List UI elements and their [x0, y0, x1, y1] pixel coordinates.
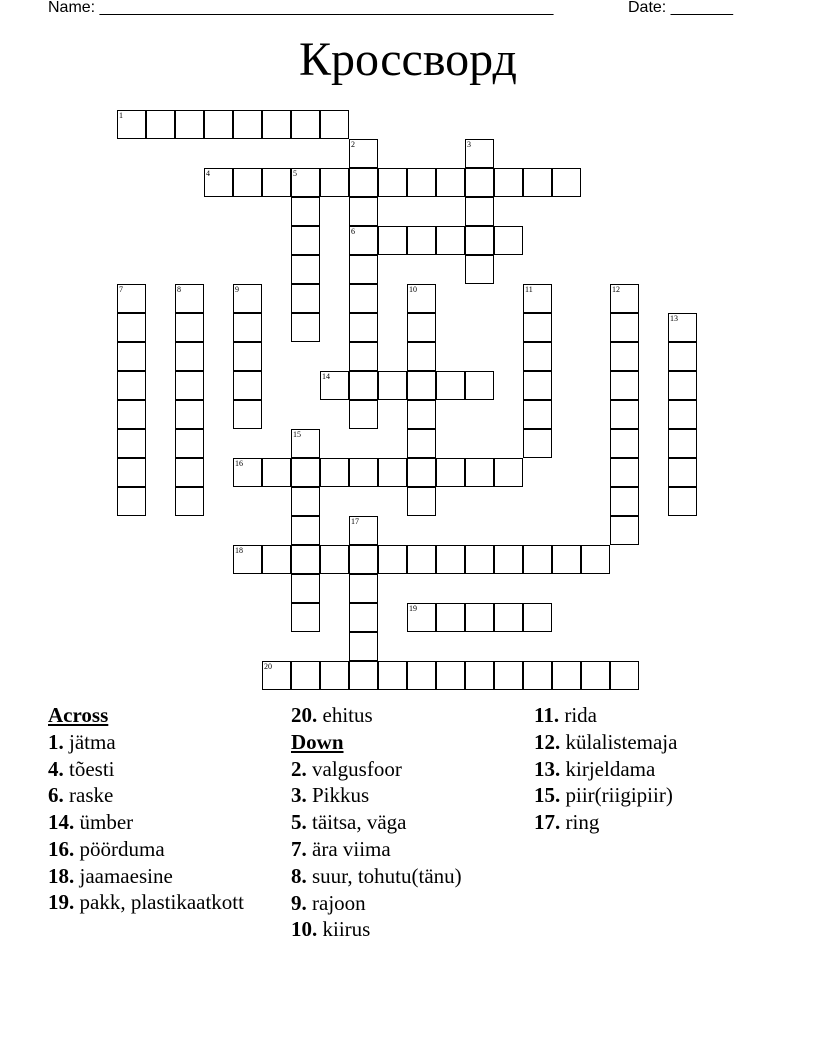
grid-cell[interactable] [349, 458, 378, 487]
grid-cell[interactable] [117, 458, 146, 487]
grid-cell[interactable] [233, 371, 262, 400]
grid-cell[interactable] [610, 313, 639, 342]
grid-cell[interactable] [291, 545, 320, 574]
grid-cell[interactable] [349, 226, 378, 255]
grid-cell[interactable] [291, 574, 320, 603]
grid-cell[interactable] [552, 545, 581, 574]
grid-cell[interactable] [117, 342, 146, 371]
grid-cell[interactable] [436, 168, 465, 197]
clue-down-17: 17. ring [534, 810, 600, 835]
grid-cell[interactable] [291, 168, 320, 197]
grid-cell[interactable] [523, 168, 552, 197]
grid-cell[interactable] [175, 110, 204, 139]
grid-cell[interactable] [581, 545, 610, 574]
cell-number: 8 [177, 285, 181, 294]
cell-number: 19 [409, 604, 417, 613]
grid-cell[interactable] [349, 603, 378, 632]
grid-cell[interactable] [465, 255, 494, 284]
grid-cell[interactable] [436, 226, 465, 255]
grid-cell[interactable] [436, 545, 465, 574]
grid-cell[interactable] [407, 429, 436, 458]
grid-cell[interactable] [117, 371, 146, 400]
grid-cell[interactable] [349, 197, 378, 226]
cell-number: 6 [351, 227, 355, 236]
grid-cell[interactable] [349, 661, 378, 690]
cell-number: 7 [119, 285, 123, 294]
grid-cell[interactable] [465, 197, 494, 226]
grid-cell[interactable] [233, 110, 262, 139]
grid-cell[interactable] [668, 487, 697, 516]
grid-cell[interactable] [233, 313, 262, 342]
grid-cell[interactable] [465, 458, 494, 487]
grid-cell[interactable] [175, 313, 204, 342]
grid-cell[interactable] [436, 603, 465, 632]
grid-cell[interactable] [465, 226, 494, 255]
grid-cell[interactable] [494, 168, 523, 197]
grid-cell[interactable] [117, 487, 146, 516]
grid-cell[interactable] [175, 487, 204, 516]
grid-cell[interactable] [320, 661, 349, 690]
grid-cell[interactable] [291, 255, 320, 284]
grid-cell[interactable] [465, 545, 494, 574]
grid-cell[interactable] [117, 313, 146, 342]
grid-cell[interactable] [291, 197, 320, 226]
cell-number: 16 [235, 459, 243, 468]
grid-cell[interactable] [610, 487, 639, 516]
grid-cell[interactable] [291, 429, 320, 458]
grid-cell[interactable] [291, 313, 320, 342]
grid-cell[interactable] [407, 168, 436, 197]
grid-cell[interactable] [581, 661, 610, 690]
grid-cell[interactable] [262, 545, 291, 574]
cell-number: 14 [322, 372, 330, 381]
grid-cell[interactable] [465, 168, 494, 197]
grid-cell[interactable] [407, 371, 436, 400]
cell-number: 11 [525, 285, 533, 294]
grid-cell[interactable] [668, 400, 697, 429]
grid-cell[interactable] [262, 168, 291, 197]
grid-cell[interactable] [175, 458, 204, 487]
grid-cell[interactable] [175, 284, 204, 313]
grid-cell[interactable] [378, 168, 407, 197]
grid-cell[interactable] [378, 458, 407, 487]
grid-cell[interactable] [610, 458, 639, 487]
clue-down-13: 13. kirjeldama [534, 756, 656, 781]
grid-cell[interactable] [552, 661, 581, 690]
grid-cell[interactable] [407, 226, 436, 255]
clue-across-18: 18. jaamaesine [48, 863, 173, 888]
grid-cell[interactable] [262, 661, 291, 690]
clue-down-9: 9. rajoon [291, 890, 366, 915]
grid-cell[interactable] [523, 342, 552, 371]
cell-number: 18 [235, 546, 243, 555]
grid-cell[interactable] [233, 342, 262, 371]
grid-cell[interactable] [117, 284, 146, 313]
grid-cell[interactable] [407, 487, 436, 516]
grid-cell[interactable] [349, 313, 378, 342]
clue-across-6: 6. raske [48, 783, 114, 808]
grid-cell[interactable] [175, 342, 204, 371]
grid-cell[interactable] [610, 429, 639, 458]
name-field[interactable]: Name: ___________________________________________________ [48, 0, 554, 16]
grid-cell[interactable] [233, 458, 262, 487]
grid-cell[interactable] [668, 429, 697, 458]
cell-number: 12 [612, 285, 620, 294]
grid-cell[interactable] [291, 110, 320, 139]
grid-cell[interactable] [407, 458, 436, 487]
grid-cell[interactable] [320, 110, 349, 139]
cell-number: 1 [119, 111, 123, 120]
grid-cell[interactable] [668, 313, 697, 342]
grid-cell[interactable] [349, 545, 378, 574]
grid-cell[interactable] [175, 429, 204, 458]
grid-cell[interactable] [349, 574, 378, 603]
grid-cell[interactable] [262, 458, 291, 487]
grid-cell[interactable] [320, 458, 349, 487]
grid-cell[interactable] [407, 313, 436, 342]
grid-cell[interactable] [523, 545, 552, 574]
clue-down-2: 2. valgusfoor [291, 756, 402, 781]
grid-cell[interactable] [436, 661, 465, 690]
grid-cell[interactable] [291, 661, 320, 690]
cell-number: 9 [235, 285, 239, 294]
grid-cell[interactable] [320, 168, 349, 197]
grid-cell[interactable] [523, 284, 552, 313]
cell-number: 10 [409, 285, 417, 294]
cell-number: 17 [351, 517, 359, 526]
grid-cell[interactable] [204, 168, 233, 197]
grid-cell[interactable] [523, 661, 552, 690]
grid-cell[interactable] [349, 342, 378, 371]
cell-number: 3 [467, 140, 471, 149]
clue-down-7: 7. ära viima [291, 836, 391, 861]
grid-cell[interactable] [349, 168, 378, 197]
grid-cell[interactable] [175, 371, 204, 400]
grid-cell[interactable] [349, 400, 378, 429]
clue-across-14: 14. ümber [48, 810, 134, 835]
grid-cell[interactable] [523, 371, 552, 400]
down-heading: Down [291, 729, 344, 754]
grid-cell[interactable] [668, 342, 697, 371]
grid-cell[interactable] [378, 226, 407, 255]
across-heading: Across [48, 703, 109, 727]
grid-cell[interactable] [349, 632, 378, 661]
grid-cell[interactable] [668, 458, 697, 487]
cell-number: 4 [206, 169, 210, 178]
cell-number: 5 [293, 169, 297, 178]
grid-cell[interactable] [117, 400, 146, 429]
grid-cell[interactable] [146, 110, 175, 139]
clues-column-2 [291, 702, 526, 943]
grid-cell[interactable] [117, 429, 146, 458]
grid-cell[interactable] [610, 661, 639, 690]
grid-cell[interactable] [349, 516, 378, 545]
grid-cell[interactable] [610, 371, 639, 400]
grid-cell[interactable] [378, 545, 407, 574]
cell-number: 15 [293, 430, 301, 439]
clue-across-4: 4. tõesti [48, 756, 115, 781]
grid-cell[interactable] [291, 226, 320, 255]
clue-down-12: 12. külalistemaja [534, 729, 678, 754]
grid-cell[interactable] [349, 255, 378, 284]
grid-cell[interactable] [610, 516, 639, 545]
grid-cell[interactable] [494, 545, 523, 574]
page-title: Кроссворд [299, 33, 517, 86]
grid-cell[interactable] [610, 400, 639, 429]
grid-cell[interactable] [407, 603, 436, 632]
grid-cell[interactable] [407, 342, 436, 371]
cell-number: 13 [670, 314, 678, 323]
grid-cell[interactable] [407, 661, 436, 690]
clue-down-3: 3. Pikkus [291, 783, 370, 808]
grid-cell[interactable] [262, 110, 291, 139]
grid-cell[interactable] [523, 603, 552, 632]
grid-cell[interactable] [349, 284, 378, 313]
grid-cell[interactable] [320, 545, 349, 574]
cell-number: 2 [351, 140, 355, 149]
grid-cell[interactable] [233, 400, 262, 429]
grid-cell[interactable] [523, 429, 552, 458]
grid-cell[interactable] [378, 371, 407, 400]
clue-down-5: 5. täitsa, väga [291, 810, 407, 835]
grid-cell[interactable] [291, 487, 320, 516]
grid-cell[interactable] [291, 603, 320, 632]
grid-cell[interactable] [465, 371, 494, 400]
grid-cell[interactable] [291, 516, 320, 545]
date-field[interactable]: Date: _______ [628, 0, 733, 16]
clue-down-15: 15. piir(riigipiir) [534, 783, 673, 808]
grid-cell[interactable] [407, 284, 436, 313]
grid-cell[interactable] [494, 226, 523, 255]
grid-cell[interactable] [523, 400, 552, 429]
grid-cell[interactable] [233, 284, 262, 313]
cell-number: 20 [264, 662, 272, 671]
grid-cell[interactable] [465, 139, 494, 168]
grid-cell[interactable] [523, 313, 552, 342]
clue-down-10: 10. kiirus [291, 917, 371, 942]
clue-across-16: 16. pöörduma [48, 836, 165, 861]
grid-cell[interactable] [117, 110, 146, 139]
grid-cell[interactable] [465, 603, 494, 632]
grid-cell[interactable] [175, 400, 204, 429]
grid-cell[interactable] [668, 371, 697, 400]
grid-cell[interactable] [320, 371, 349, 400]
grid-cell[interactable] [436, 371, 465, 400]
grid-cell[interactable] [291, 284, 320, 313]
grid-cell[interactable] [291, 458, 320, 487]
clues-column-3 [534, 702, 774, 836]
clue-down-11: 11. rida [534, 703, 597, 727]
grid-cell[interactable] [233, 545, 262, 574]
grid-cell[interactable] [494, 458, 523, 487]
grid-cell[interactable] [494, 603, 523, 632]
grid-cell[interactable] [465, 661, 494, 690]
grid-cell[interactable] [378, 661, 407, 690]
clue-across-19: 19. pakk, plastikaatkott [48, 889, 244, 914]
grid-cell[interactable] [436, 458, 465, 487]
grid-cell[interactable] [204, 110, 233, 139]
grid-cell[interactable] [349, 371, 378, 400]
grid-cell[interactable] [552, 168, 581, 197]
grid-cell[interactable] [349, 139, 378, 168]
grid-cell[interactable] [233, 168, 262, 197]
grid-cell[interactable] [407, 400, 436, 429]
grid-cell[interactable] [610, 342, 639, 371]
clue-down-8: 8. suur, tohutu(tänu) [291, 863, 462, 888]
clue-across-1: 1. jätma [48, 729, 116, 754]
clue-across-20: 20. ehitus [291, 703, 373, 727]
grid-cell[interactable] [407, 545, 436, 574]
clues-column-1 [48, 702, 278, 914]
grid-cell[interactable] [494, 661, 523, 690]
grid-cell[interactable] [610, 284, 639, 313]
